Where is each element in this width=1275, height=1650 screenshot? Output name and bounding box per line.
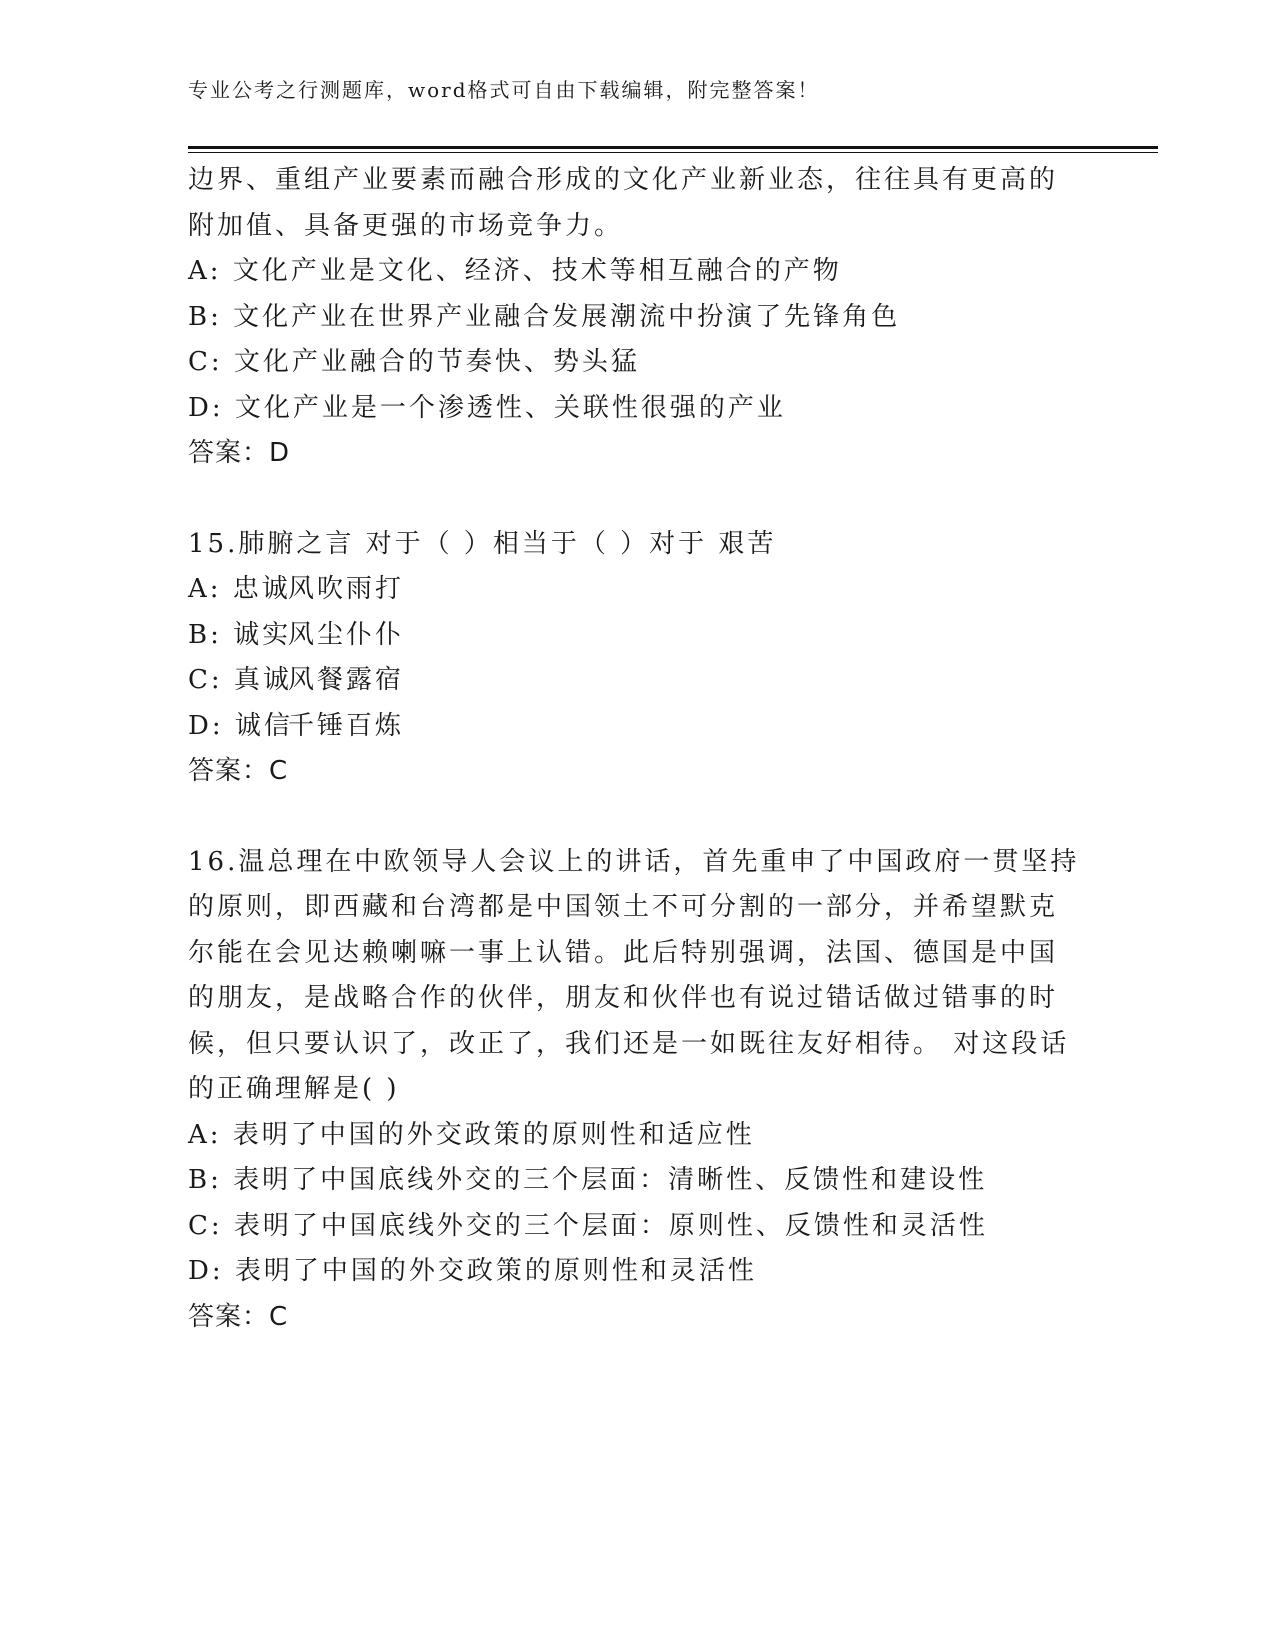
spacer xyxy=(188,477,1148,522)
option-label: B: 诚实 xyxy=(188,619,292,650)
question-14 xyxy=(188,158,1148,477)
option-a: A: 文化产业是文化、经济、技术等相互融合的产物 xyxy=(188,256,842,286)
question-stem-line: 的原则，即西藏和台湾都是中国领土不可分割的一部分，并希望默克 xyxy=(188,892,1059,922)
question-stem-line: 16.温总理在中欧领导人会议上的讲话，首先重申了中国政府一贯坚持 xyxy=(188,846,1080,877)
question-stem-line: 尔能在会见达赖喇嘛一事上认错。此后特别强调，法国、德国是中国 xyxy=(188,937,1059,968)
option-d: D: 表明了中国的外交政策的原则性和灵活性 xyxy=(188,1256,757,1286)
option-b xyxy=(188,613,1148,659)
option-label: C: 真诚 xyxy=(188,665,292,695)
question-15 xyxy=(188,522,1148,795)
question-stem-line: 候，但只要认识了，改正了，我们还是一如既往友好相待。 对这段话 xyxy=(188,1028,1070,1059)
option-label: A: 忠诚 xyxy=(188,574,291,604)
question-text-line: 边界、重组产业要素而融合形成的文化产业新业态，往往具有更高的 xyxy=(188,165,1059,195)
option-d: D: 文化产业是一个渗透性、关联性很强的产业 xyxy=(188,392,786,423)
answer: 答案：C xyxy=(188,756,289,786)
answer: 答案：C xyxy=(188,1301,289,1332)
option-word: 千锤百炼 xyxy=(288,710,405,741)
option-a: A: 表明了中国的外交政策的原则性和适应性 xyxy=(188,1119,755,1150)
question-stem-line: 的朋友，是战略合作的伙伴，朋友和伙伴也有说过错话做过错事的时 xyxy=(188,983,1059,1013)
option-c: C: 表明了中国底线外交的三个层面：原则性、反馈性和灵活性 xyxy=(188,1210,988,1241)
question-stem: 15.肺腑之言 对于（ ）相当于（ ）对于 艰苦 xyxy=(188,528,777,559)
question-text-line: 附加值、具备更强的市场竞争力。 xyxy=(188,210,624,241)
option-word: 风餐露宿 xyxy=(288,665,405,695)
answer: 答案：D xyxy=(188,438,291,468)
option-word: 风尘仆仆 xyxy=(288,619,405,650)
option-d xyxy=(188,704,1148,750)
option-c: C: 文化产业融合的节奏快、势头猛 xyxy=(188,347,640,377)
header-rule-thin xyxy=(188,152,1158,153)
header-rule-thick xyxy=(188,146,1158,149)
page-header: 专业公考之行测题库，word格式可自由下载编辑，附完整答案！ xyxy=(188,78,820,102)
option-b: B: 表明了中国底线外交的三个层面：清晰性、反馈性和建设性 xyxy=(188,1165,988,1195)
question-16 xyxy=(188,840,1148,1341)
spacer xyxy=(188,795,1148,840)
question-stem-line: 的正确理解是( ) xyxy=(188,1074,400,1104)
document-body xyxy=(188,158,1148,1340)
option-word: 风吹雨打 xyxy=(288,574,405,604)
option-b: B: 文化产业在世界产业融合发展潮流中扮演了先锋角色 xyxy=(188,301,901,332)
option-c xyxy=(188,658,1148,704)
option-a xyxy=(188,567,1148,613)
option-label: D: 诚信 xyxy=(188,710,293,741)
